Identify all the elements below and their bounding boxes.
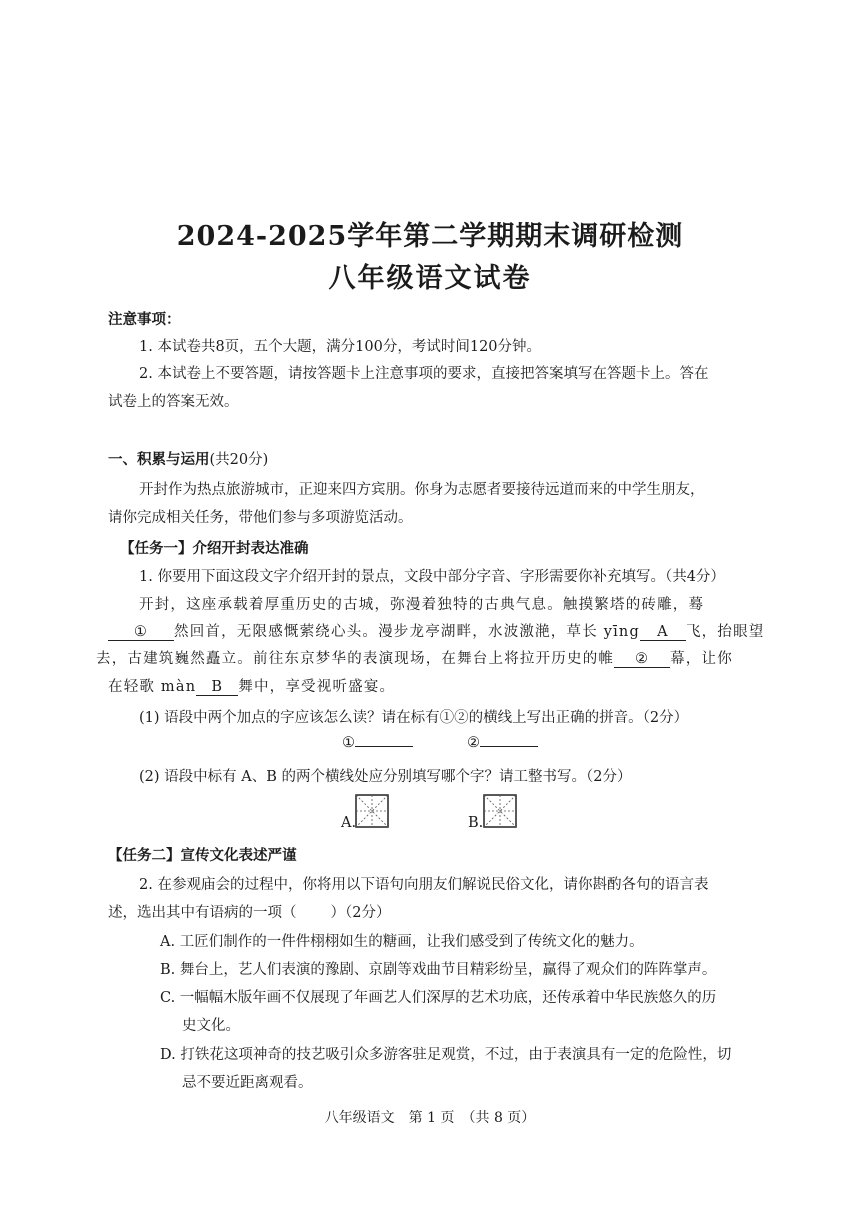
- passage-line2: [108, 620, 764, 641]
- task2-heading: 【任务二】宣传文化表述严谨: [108, 847, 297, 864]
- option-b: B. 舞台上，艺人们表演的豫剧、京剧等戏曲节目精彩纷呈，赢得了观众们的阵阵掌声。: [160, 962, 717, 978]
- task1-heading: 【任务一】介绍开封表达准确: [120, 540, 309, 557]
- passage-line4-b: 舞中，享受视听盛宴。: [238, 679, 396, 695]
- blank-2: ②: [614, 651, 670, 668]
- section1-intro-line1: 开封作为热点旅游城市，正迎来四方宾朋。你身为志愿者要接待远道而来的中学生朋友，: [139, 482, 705, 498]
- answer-blank-2: [480, 746, 538, 747]
- section1-intro-line2: 请你完成相关任务，带他们参与多项游览活动。: [108, 510, 413, 526]
- passage-line2-a: 然回首，无限感慨萦绕心头。漫步龙亭湖畔，水波激滟，草长 yīng: [174, 624, 640, 640]
- passage-line2-b: 飞，抬眼望: [685, 624, 765, 640]
- blank-1: ①: [108, 624, 174, 641]
- label-a: A.: [341, 815, 357, 831]
- writing-grid-b: [483, 794, 517, 828]
- question-1: 1. 你要用下面这段文字介绍开封的景点，文段中部分字音、字形需要你补充填写。（共4分）: [139, 569, 725, 585]
- option-d-line1: D. 打铁花这项神奇的技艺吸引众多游客驻足观赏，不过，由于表演具有一定的危险性，切: [160, 1047, 732, 1063]
- section1-title: 一、积累与运用: [108, 451, 210, 468]
- exam-title-line1: 2024-2025学年第二学期期末调研检测: [176, 221, 684, 252]
- passage-line4: [108, 675, 395, 696]
- question-2-line2-b: ）（2分）: [330, 905, 391, 921]
- exam-title-line2: 八年级语文试卷: [328, 263, 532, 294]
- blank-b: B: [196, 679, 238, 696]
- writing-grid-a: [355, 794, 389, 828]
- option-a: A. 工匠们制作的一件件栩栩如生的糖画，让我们感受到了传统文化的魅力。: [160, 934, 644, 950]
- section1-heading: [108, 448, 268, 469]
- answer-label-2: ②: [467, 735, 480, 751]
- blank-a: A: [640, 624, 686, 641]
- question-2-line1: 2. 在参观庙会的过程中，你将用以下语句向朋友们解说民俗文化，请你斟酌各句的语言表: [139, 877, 709, 893]
- answer-line-1: [342, 735, 413, 751]
- answer-line-2: [467, 735, 538, 751]
- passage-line1: 开封，这座承载着厚重历史的古城，弥漫着独特的古典气息。触摸繁塔的砖雕，蓦: [139, 597, 705, 613]
- answer-blank-1: [355, 746, 413, 747]
- page-footer: 八年级语文 第 1 页 （共 8 页）: [324, 1110, 536, 1126]
- option-c-line1: C. 一幅幅木版年画不仅展现了年画艺人们深厚的艺术功底，还传承着中华民族悠久的历: [160, 990, 717, 1006]
- notice-item-2-line2: 试卷上的答案无效。: [108, 394, 239, 410]
- option-d-line2: 忌不要近距离观看。: [182, 1075, 313, 1091]
- question-2-line2-a: 述，选出其中有语病的一项（: [108, 905, 297, 921]
- sub-question-1: (1) 语段中两个加点的字应该怎么读？请在标有①②的横线上写出正确的拼音。（2分）: [139, 710, 689, 726]
- notice-item-2-line1: 2. 本试卷上不要答题，请按答题卡上注意事项的要求，直接把答案填写在答题卡上。答在: [139, 366, 709, 382]
- label-b: B.: [468, 815, 484, 831]
- answer-label-1: ①: [342, 735, 355, 751]
- notice-item-1: 1. 本试卷共8页，五个大题，满分100分，考试时间120分钟。: [139, 339, 542, 355]
- passage-line3: [96, 647, 733, 668]
- section1-score: (共20分): [209, 452, 269, 468]
- passage-line3-b: 幕，让你: [670, 651, 733, 667]
- passage-line3-a: 去，古建筑巍然矗立。前往东京梦华的表演现场，在舞台上将拉开历史的帷: [96, 651, 615, 667]
- notice-heading: 注意事项：: [108, 311, 181, 328]
- sub-question-2: (2) 语段中标有 A、B 的两个横线处应分别填写哪个字？请工整书写。（2分）: [139, 769, 632, 785]
- option-c-line2: 史文化。: [182, 1018, 240, 1034]
- passage-line4-a: 在轻歌 màn: [108, 679, 197, 695]
- question-2-line2: [108, 901, 390, 922]
